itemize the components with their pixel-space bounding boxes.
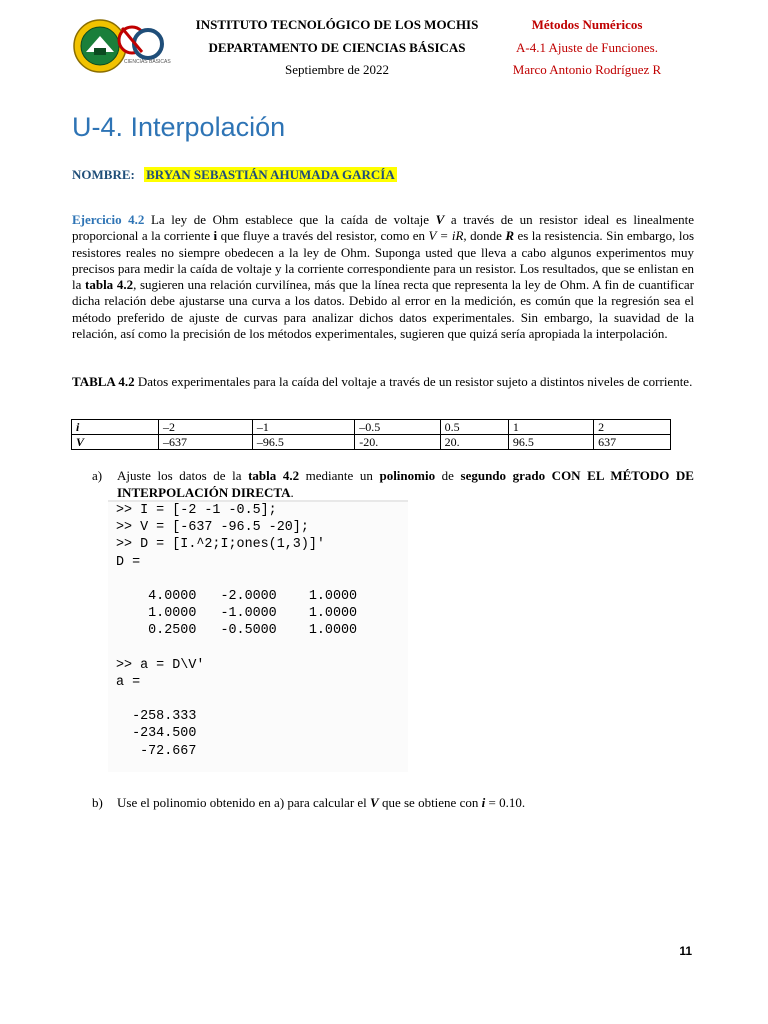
table-row (72, 435, 671, 450)
institution-logo-icon (72, 18, 192, 74)
code-line: >> D = [I.^2;I;ones(1,3)]' (116, 537, 325, 553)
row-header-v: V (72, 435, 159, 450)
question-text-part: que se obtiene con (378, 795, 482, 810)
topic-name: A-4.1 Ajuste de Funciones. (516, 39, 658, 55)
table-cell: –96.5 (252, 435, 354, 450)
table-cell: 637 (594, 435, 671, 450)
table-cell: 0.5 (440, 420, 508, 435)
data-table (71, 419, 671, 450)
question-text-part: mediante un (299, 468, 380, 483)
page-title: U-4. Interpolación (72, 112, 286, 142)
code-line: a = (116, 674, 141, 690)
header-date: Septiembre de 2022 (285, 62, 389, 77)
student-name: BRYAN SEBASTIÁN AHUMADA GARCÍA (146, 167, 395, 182)
exercise-paragraph (72, 212, 694, 342)
code-line: >> a = D\V' (116, 657, 205, 673)
table-cell: 96.5 (508, 435, 593, 450)
code-line: -72.667 (116, 743, 197, 759)
code-line: -234.500 (116, 726, 197, 742)
table-cell: –637 (159, 435, 253, 450)
code-line: 0.2500 -0.5000 1.0000 (116, 623, 358, 639)
header-right (492, 14, 682, 82)
question-text-part: Ajuste los datos de la (117, 468, 249, 483)
name-label: NOMBRE: (72, 167, 135, 182)
code-line (108, 691, 408, 708)
student-name-line (72, 167, 397, 183)
exercise-label: Ejercicio 4.2 (72, 212, 145, 227)
var-v: V (370, 795, 379, 810)
table-cell: –1 (252, 420, 354, 435)
exercise-text: es la resistencia. Sin embargo, los resistores reales no siempre obedecen a la ley de Ohm. Suponga usted que lleva a cabo algunos experimentos muy precisos para medir la caída de voltaje y la corriente correspondiente para un resistor. Los resultados, que se enlistan en la (72, 228, 695, 293)
question-text-part: = 0.10. (485, 795, 526, 810)
page-header (72, 14, 672, 84)
question-a (92, 468, 694, 501)
code-line: >> V = [-637 -96.5 -20]; (116, 520, 309, 536)
code-line: 1.0000 -1.0000 1.0000 (116, 606, 358, 622)
institution-name: INSTITUTO TECNOLÓGICO DE LOS MOCHIS (195, 17, 479, 32)
logo-caption: CIENCIAS BÁSICAS (124, 59, 171, 65)
department-name: DEPARTAMENTO DE CIENCIAS BÁSICAS (208, 39, 466, 55)
question-b (92, 795, 694, 812)
question-text-part: . (290, 484, 294, 500)
code-line: >> I = [-2 -1 -0.5]; (116, 503, 277, 518)
question-text (117, 795, 694, 812)
table-cell: -20. (355, 435, 440, 450)
table-cell: 1 (508, 420, 593, 435)
var-i: i (213, 228, 218, 244)
code-line (108, 640, 408, 657)
author-name: Marco Antonio Rodríguez R (512, 62, 662, 77)
table-cell: –2 (159, 420, 253, 435)
var-i: i (481, 795, 486, 810)
code-line: 4.0000 -2.0000 1.0000 (116, 588, 358, 604)
header-center (178, 14, 496, 82)
table-caption (72, 374, 694, 390)
table-caption-label: TABLA 4.2 (72, 374, 135, 389)
question-bold-part: polinomio (379, 468, 436, 483)
code-line (108, 571, 408, 588)
exercise-text: , sugieren una relación curvilínea, más que la línea recta que representa la ley de Ohm. A fin de cuantificar dicha relación debe ajustarse una curva a los datos. Debido al error en la medición, es común que la regresión sea el método preferido de ajuste de curvas para analizar dichos datos experimentales. Sin embargo, la suavidad de la relación, así como la precisión de los métodos experimentales, sugieren que quizá sería apropiada la interpolación. (72, 277, 694, 342)
question-bold-part: segundo grado CON EL MÉTODO DE INTERPOLACIÓN DIRECTA (117, 468, 694, 500)
logos (72, 18, 192, 74)
question-marker: a) (92, 468, 103, 483)
row-header-i: i (72, 420, 159, 435)
question-bold-part: tabla 4.2 (248, 468, 300, 483)
code-line: D = (116, 554, 141, 570)
table-row (72, 420, 671, 435)
course-name: Métodos Numéricos (531, 17, 643, 32)
ohm-equation: V = iR (428, 228, 464, 244)
question-text (117, 468, 694, 501)
page-number: 11 (679, 944, 692, 958)
var-v: V (435, 212, 445, 227)
table-cell: 2 (594, 420, 671, 435)
table-caption-text: Datos experimentales para la caída del voltaje a través de un resistor sujeto a distintos niveles de corriente. (134, 374, 693, 389)
exercise-text: , donde (463, 228, 506, 244)
table-cell: 20. (440, 435, 508, 450)
exercise-text: que fluye a través del resistor, como en (217, 228, 429, 244)
matlab-code-block (108, 500, 408, 772)
var-r: R (505, 228, 515, 244)
table-cell: –0.5 (355, 420, 440, 435)
exercise-text: a través de un resistor ideal es linealmente proporcional a la corriente (72, 212, 694, 244)
table-reference: tabla 4.2 (85, 277, 134, 293)
question-text-part: Use el polinomio obtenido en a) para calcular el (117, 795, 371, 810)
exercise-text: La ley de Ohm establece que la caída de voltaje (144, 212, 436, 227)
code-line: -258.333 (116, 709, 197, 725)
question-text-part: de (435, 468, 461, 483)
question-marker: b) (92, 795, 103, 810)
